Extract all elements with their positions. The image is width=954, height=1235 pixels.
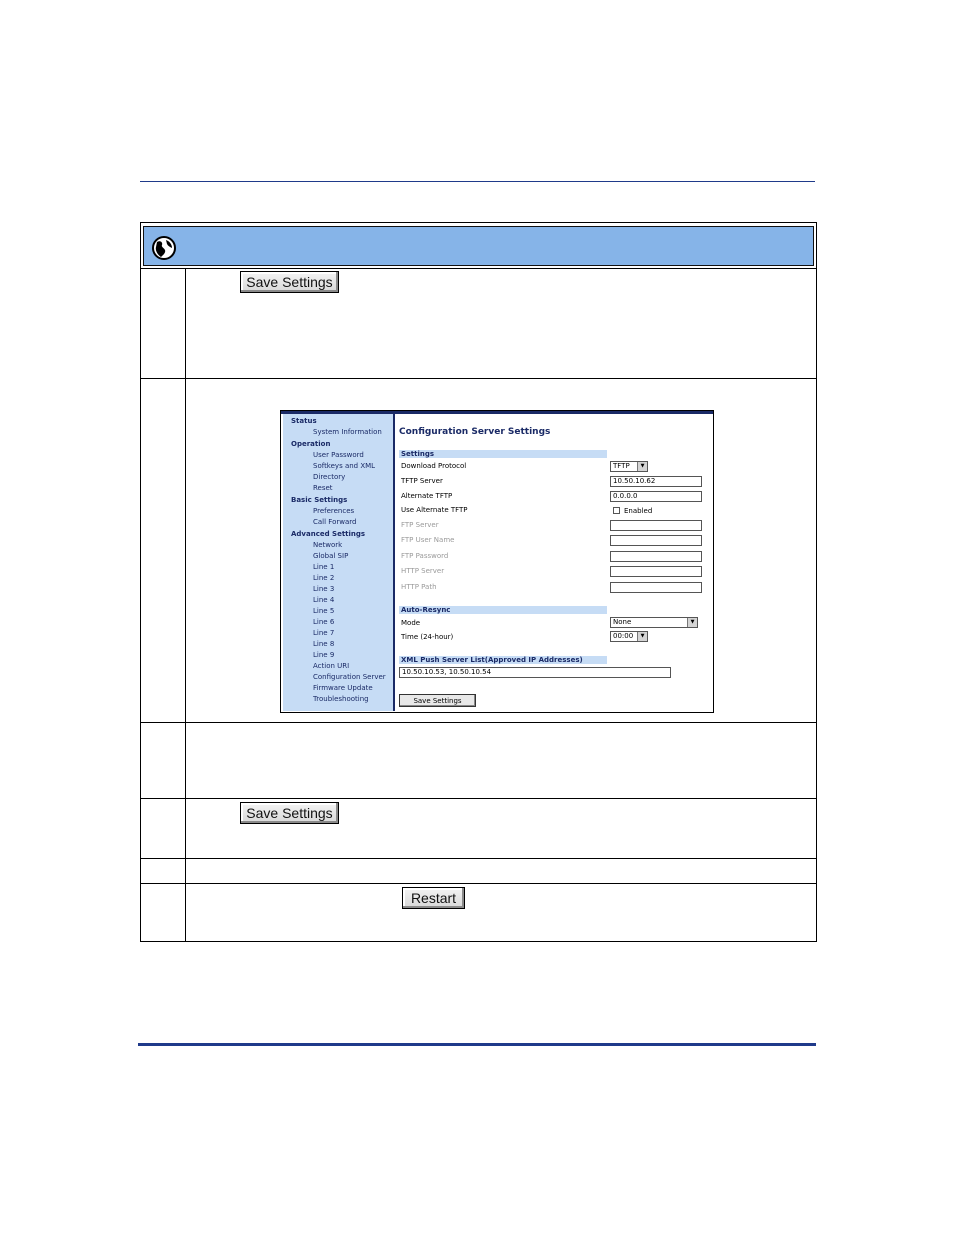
procedure-table — [140, 222, 817, 942]
download-protocol-select[interactable] — [610, 461, 648, 472]
download-protocol-label: Download Protocol — [401, 462, 467, 470]
nav-item-line-7[interactable]: Line 7 — [313, 629, 335, 637]
xml-push-section-header: XML Push Server List(Approved IP Addresses) — [399, 656, 607, 664]
nav-item-reset[interactable]: Reset — [313, 484, 333, 492]
nav-item-line-4[interactable]: Line 4 — [313, 596, 335, 604]
http-server-input[interactable] — [610, 566, 702, 577]
time-value: 00:00 — [613, 632, 634, 640]
nav-section-operation[interactable]: Operation — [291, 440, 331, 448]
mode-select[interactable] — [610, 617, 698, 628]
time-select[interactable] — [610, 631, 648, 642]
nav-item-line-9[interactable]: Line 9 — [313, 651, 335, 659]
nav-item-softkeys-xml[interactable]: Softkeys and XML — [313, 462, 376, 470]
nav-item-network[interactable]: Network — [313, 541, 343, 549]
nav-section-basic-settings[interactable]: Basic Settings — [291, 496, 348, 504]
xml-push-server-input[interactable]: 10.50.10.53, 10.50.10.54 — [399, 667, 671, 678]
nav-item-preferences[interactable]: Preferences — [313, 507, 355, 515]
settings-section-header: Settings — [399, 450, 607, 458]
nav-item-global-sip[interactable]: Global SIP — [313, 552, 349, 560]
tftp-server-input[interactable]: 10.50.10.62 — [610, 476, 702, 487]
ftp-password-input[interactable] — [610, 551, 702, 562]
screenshot-nav-panel — [283, 414, 395, 711]
globe-icon — [152, 236, 176, 260]
time-label: Time (24-hour) — [401, 633, 454, 641]
nav-item-directory[interactable]: Directory — [313, 473, 346, 481]
save-settings-button-image[interactable]: Save Settings — [240, 802, 339, 824]
restart-button-image[interactable]: Restart — [402, 887, 465, 909]
nav-section-advanced-settings[interactable]: Advanced Settings — [291, 530, 366, 538]
ftp-user-name-label: FTP User Name — [401, 536, 455, 544]
header-rule — [140, 181, 815, 182]
nav-item-line-8[interactable]: Line 8 — [313, 640, 335, 648]
screenshot-save-settings-button[interactable]: Save Settings — [399, 694, 476, 707]
nav-item-configuration-server[interactable]: Configuration Server — [313, 673, 386, 681]
configuration-server-screenshot — [280, 410, 714, 713]
use-alternate-tftp-label: Use Alternate TFTP — [401, 506, 468, 514]
mode-label: Mode — [401, 619, 421, 627]
nav-item-line-5[interactable]: Line 5 — [313, 607, 335, 615]
row-divider — [141, 858, 816, 859]
nav-item-line-1[interactable]: Line 1 — [313, 563, 335, 571]
http-path-label: HTTP Path — [401, 583, 437, 591]
chevron-down-icon: ▼ — [637, 632, 647, 641]
mode-value: None — [613, 618, 632, 626]
page-title: Configuration Server Settings — [399, 427, 551, 437]
chevron-down-icon: ▼ — [637, 462, 647, 471]
nav-item-line-6[interactable]: Line 6 — [313, 618, 335, 626]
nav-section-status[interactable]: Status — [291, 417, 317, 425]
use-alternate-tftp-checkbox[interactable] — [613, 507, 620, 514]
footer-rule — [138, 1043, 816, 1046]
nav-item-action-uri[interactable]: Action URI — [313, 662, 350, 670]
row-divider — [141, 883, 816, 884]
nav-item-line-2[interactable]: Line 2 — [313, 574, 335, 582]
nav-item-system-information[interactable]: System Information — [313, 428, 382, 436]
nav-item-line-3[interactable]: Line 3 — [313, 585, 335, 593]
step-number-column-divider — [185, 269, 186, 941]
chevron-down-icon: ▼ — [687, 618, 697, 627]
save-settings-button-image[interactable]: Save Settings — [240, 271, 339, 293]
nav-item-call-forward[interactable]: Call Forward — [313, 518, 357, 526]
auto-resync-section-header: Auto-Resync — [399, 606, 607, 614]
ftp-password-label: FTP Password — [401, 552, 449, 560]
enabled-label: Enabled — [624, 507, 653, 515]
http-path-input[interactable] — [610, 582, 702, 593]
nav-item-user-password[interactable]: User Password — [313, 451, 364, 459]
screenshot-main-panel — [397, 414, 713, 711]
header-divider — [141, 268, 816, 269]
row-divider — [141, 722, 816, 723]
ftp-user-name-input[interactable] — [610, 535, 702, 546]
ftp-server-label: FTP Server — [401, 521, 439, 529]
alternate-tftp-label: Alternate TFTP — [401, 492, 453, 500]
nav-item-troubleshooting[interactable]: Troubleshooting — [313, 695, 369, 703]
row-divider — [141, 798, 816, 799]
http-server-label: HTTP Server — [401, 567, 445, 575]
nav-item-firmware-update[interactable]: Firmware Update — [313, 684, 373, 692]
ftp-server-input[interactable] — [610, 520, 702, 531]
download-protocol-value: TFTP — [613, 462, 630, 470]
alternate-tftp-input[interactable]: 0.0.0.0 — [610, 491, 702, 502]
procedure-header-bar — [143, 226, 814, 266]
row-divider — [141, 378, 816, 379]
tftp-server-label: TFTP Server — [401, 477, 443, 485]
